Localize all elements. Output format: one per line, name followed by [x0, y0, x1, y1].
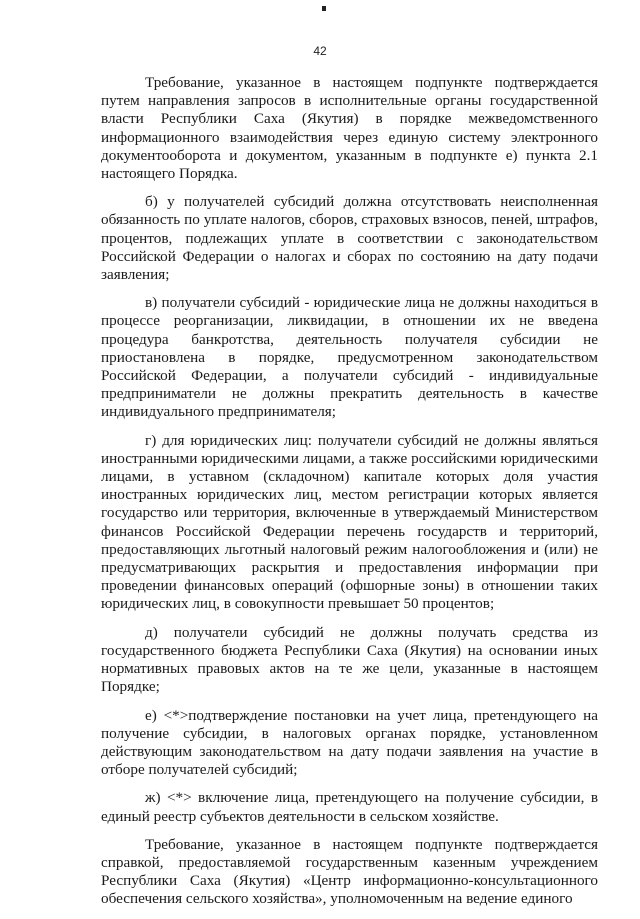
document-body: [101, 74, 598, 919]
paragraph-item-g: г) для юридических лиц: получатели субсидий не должны являться иностранными юридическими лицами, а также российскими юридическими лицами, в уставном (складочном) капитале которых доля участия иностранных юридических лиц, местом регистрации которых является государство или территория, включенные в утверждаемый Министерством финансов Российской Федерации перечень государств и территорий, предоставляющих льготный налоговый режим налогообложения и (или) не предусматривающих раскрытия и предоставления информации при проведении финансовых операций (офшорные зоны) в отношении таких юридических лиц, в совокупности превышает 50 процентов;: [101, 431, 598, 613]
paragraph-requirement-certificate: Требование, указанное в настоящем подпункте подтверждается справкой, предоставляемой государственным казенным учреждением Республики Саха (Якутия) «Центр информационно-консультационного обеспечения сельского хозяйства», уполномоченным на ведение единого: [101, 835, 598, 908]
paragraph-item-e: е) <*>подтверждение постановки на учет лица, претендующего на получение субсидии, в налоговых органах порядке, установленном действующим законодательством на дату подачи заявления на участие в отборе получателей субсидий;: [101, 706, 598, 779]
paragraph-item-v: в) получатели субсидий - юридические лица не должны находиться в процессе реорганизации, ликвидации, в отношении их не введена процедура банкротства, деятельность получателя субсидии не приостановлена в порядке, предусмотренном законодательством Российской Федерации, а получатели субсидий - индивидуальные предприниматели не должны прекратить деятельность в качестве индивидуального предпринимателя;: [101, 294, 598, 421]
scan-mark: [322, 6, 326, 11]
paragraph-requirement-confirmation: Требование, указанное в настоящем подпункте подтверждается путем направления запросов в исполнительные органы государственной власти Республики Саха (Якутия) в порядке межведомственного информационного взаимодействия через единую систему электронного документооборота и документом, указанным в подпункте е) пункта 2.1 настоящего Порядка.: [101, 74, 598, 183]
page-number: 42: [313, 44, 327, 58]
paragraph-item-zh: ж) <*> включение лица, претендующего на получение субсидии, в единый реестр субъектов деятельности в сельском хозяйстве.: [101, 789, 598, 825]
paragraph-item-d: д) получатели субсидий не должны получать средства из государственного бюджета Республики Саха (Якутия) на основании иных нормативных правовых актов на те же цели, указанные в настоящем Порядке;: [101, 623, 598, 696]
paragraph-item-b: б) у получателей субсидий должна отсутствовать неисполненная обязанность по уплате налогов, сборов, страховых взносов, пеней, штрафов, процентов, подлежащих уплате в соответствии с законодательством Российской Федерации о налогах и сборах по состоянию на дату подачи заявления;: [101, 193, 598, 284]
